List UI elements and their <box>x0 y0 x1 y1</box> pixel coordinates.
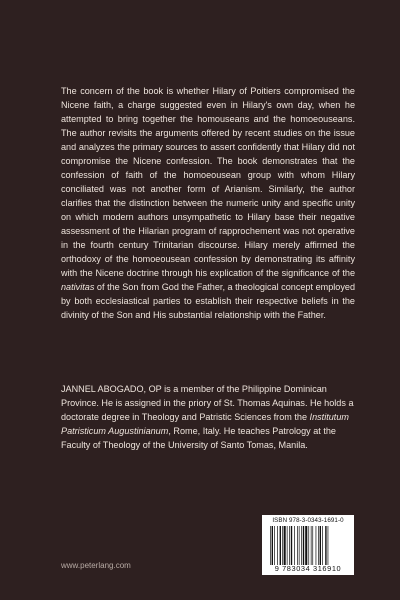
isbn-barcode <box>262 515 354 575</box>
bio-text-end: , Rome, Italy. He teaches Patrology at the Faculty of Theology of the University of Santo Tomas, Manila. <box>61 426 336 450</box>
bio-italic-institute: Institutum Patristicum Augustinianum <box>61 412 349 436</box>
bio-text: JANNEL ABOGADO, OP is a member of the Philippine Dominican Province. He is assigned in the priory of St. Thomas Aquinas. He holds a doctorate degree in Theology and Patristic Sciences from the <box>61 384 354 422</box>
publisher-url[interactable]: www.peterlang.com <box>61 561 131 570</box>
summary-italic-term: nativitas <box>61 282 95 292</box>
author-bio <box>61 382 361 452</box>
summary-text: The concern of the book is whether Hilary of Poitiers compromised the Nicene faith, a charge suggested even in Hilary's own day, when he attempted to bring together the homouseans and the homoeouseans. The author revisits the arguments offered by recent studies on the issue and analyzes the primary sources to assert confidently that Hilary did not compromise the Nicene confession. The book demonstrates that the confession of faith of the homoeousean group with whom Hilary conciliated was not another form of Arianism. Similarly, the author clarifies that the distinction between the numeric unity and specific unity on which modern authors unsympathetic to Hilary base their negative assessment of the Hilarian program of rapprochement was not operative in the fourth century Trinitarian discourse. Hilary merely affirmed the orthodoxy of the homoeousean confession by demonstrating its affinity with the Nicene doctrine through his explication of the significance of the <box>61 86 355 278</box>
isbn-label: ISBN 978-3-0343-1691-0 <box>272 517 344 524</box>
book-summary <box>61 84 355 322</box>
barcode-bars <box>270 526 350 565</box>
barcode-digits: 9 783034 316910 <box>274 564 342 573</box>
summary-text-end: of the Son from God the Father, a theological concept employed by both ecclesiastical parties to establish their respective beliefs in the divinity of the Son and His substantial relationship with the Father. <box>61 282 355 320</box>
